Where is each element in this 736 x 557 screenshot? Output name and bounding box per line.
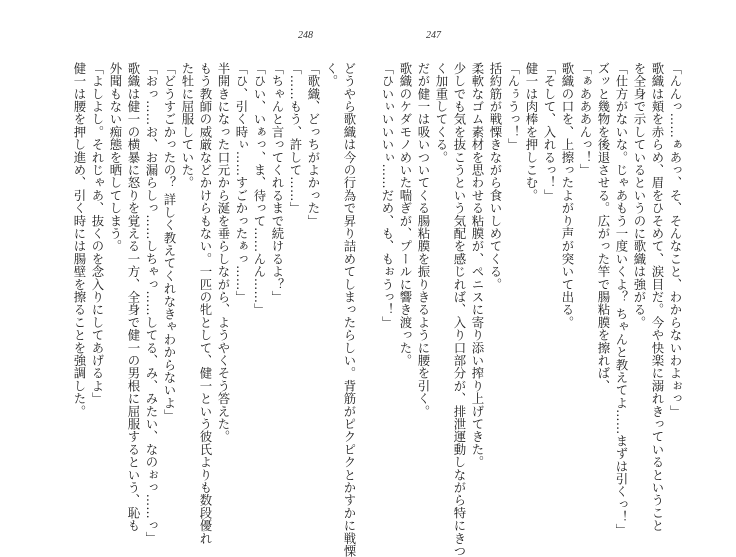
- left-page-text: [58, 62, 358, 557]
- text-line: だが健一は吸いついてくる腸粘膜を振りきるように腰を引く。: [416, 62, 431, 418]
- text-line: く加重してくる。: [434, 62, 449, 164]
- text-line: 「ぁあああんっ！」: [578, 62, 593, 177]
- page-number-right: 247: [426, 30, 441, 41]
- text-line: 「ちゃんと言ってくれるまで続けるよ？」: [270, 62, 285, 304]
- text-line: 「よしよし。それじゃあ、抜くのを念入りにしてあげるよ」: [90, 62, 105, 405]
- text-line: 「ひい、いぁっ、ま、待って……んん……」: [252, 62, 267, 316]
- text-line: 「おっ……お、お漏らしっ……しちゃっ……してる、み、みたい、なのぉっ……っ」: [144, 62, 159, 545]
- right-page-text: [380, 62, 684, 557]
- text-line: 「ひ、引く時ぃ……すごかったぁっ……」: [234, 62, 249, 304]
- text-line: 半開きになった口元から涎を垂らしながら、ようやくそう答えた。: [216, 62, 231, 443]
- text-line: 柔軟なゴム素材を思わせる粘膜が、ペニスに寄り添い搾り上げてきた。: [470, 62, 485, 469]
- text-line: 歌織は健一の横暴に怒りを覚える一方、全身で健一の男根に屈服するという、恥も: [126, 62, 141, 532]
- text-line: 「んぅうっ！」: [506, 62, 521, 151]
- text-line: 健一は腰を押し進め、引く時には腸壁を擦ることを強調した。: [72, 62, 87, 418]
- text-line: 「ひいぃいいいぃ……だめ、も、もぉうっ！」: [380, 62, 395, 329]
- text-line: 歌織は頬を赤らめ、眉をひそめて、涙目だ。今や快楽に溺れきっているということ: [650, 62, 665, 532]
- text-line: どうやら歌織は今の行為で昇り詰めてしまったらしい。背筋がピクピクとかすかに戦慄: [342, 62, 357, 557]
- text-line: を全身で示しているというのに歌織は強がる。: [632, 62, 647, 329]
- page-number-left: 248: [298, 30, 313, 41]
- text-line: 「仕方がないな。じゃあもう一度いくよ？ ちゃんと教えてよ……まずは引くっ！」: [614, 62, 629, 537]
- text-line: 括約筋が戦慄きながら食いしめてくる。: [488, 62, 503, 291]
- text-line: ズッと幾物を後退させる。広がった竿で腸粘膜を擦れば、: [596, 62, 611, 393]
- text-line: 健一は肉棒を押しこむ。: [524, 62, 539, 202]
- text-line: 「どうすごかったの？ 詳しく教えてくれなきゃわからないよ」: [162, 62, 177, 422]
- text-line: 「……もう、許して……」: [288, 62, 303, 215]
- text-line: 「んんっ……ぁあっ、そ、そんなこと、わからないわよぉっ」: [668, 62, 683, 418]
- text-line: 「歌織、どっちがよかった」: [306, 62, 321, 228]
- text-line: た牡に屈服していた。: [180, 62, 195, 189]
- text-line: く。: [324, 62, 339, 88]
- text-line: 歌織の口を、上擦ったよがり声が突いて出る。: [560, 62, 575, 329]
- text-line: 外聞もない痴態を晒してしまう。: [108, 62, 123, 253]
- text-line: 「そして、入れるっ！」: [542, 62, 557, 202]
- text-line: 少しでも気を抜こうという気配を感じれば、入り口部分が、排泄運動しながら特にきつ: [452, 62, 467, 557]
- text-line: 歌織のケダモノめいた喘ぎが、プールに響き渡った。: [398, 62, 413, 367]
- text-line: もう教師の威厳などかけらもない。一匹の牝として、健一という彼氏よりも数段優れ: [198, 62, 213, 545]
